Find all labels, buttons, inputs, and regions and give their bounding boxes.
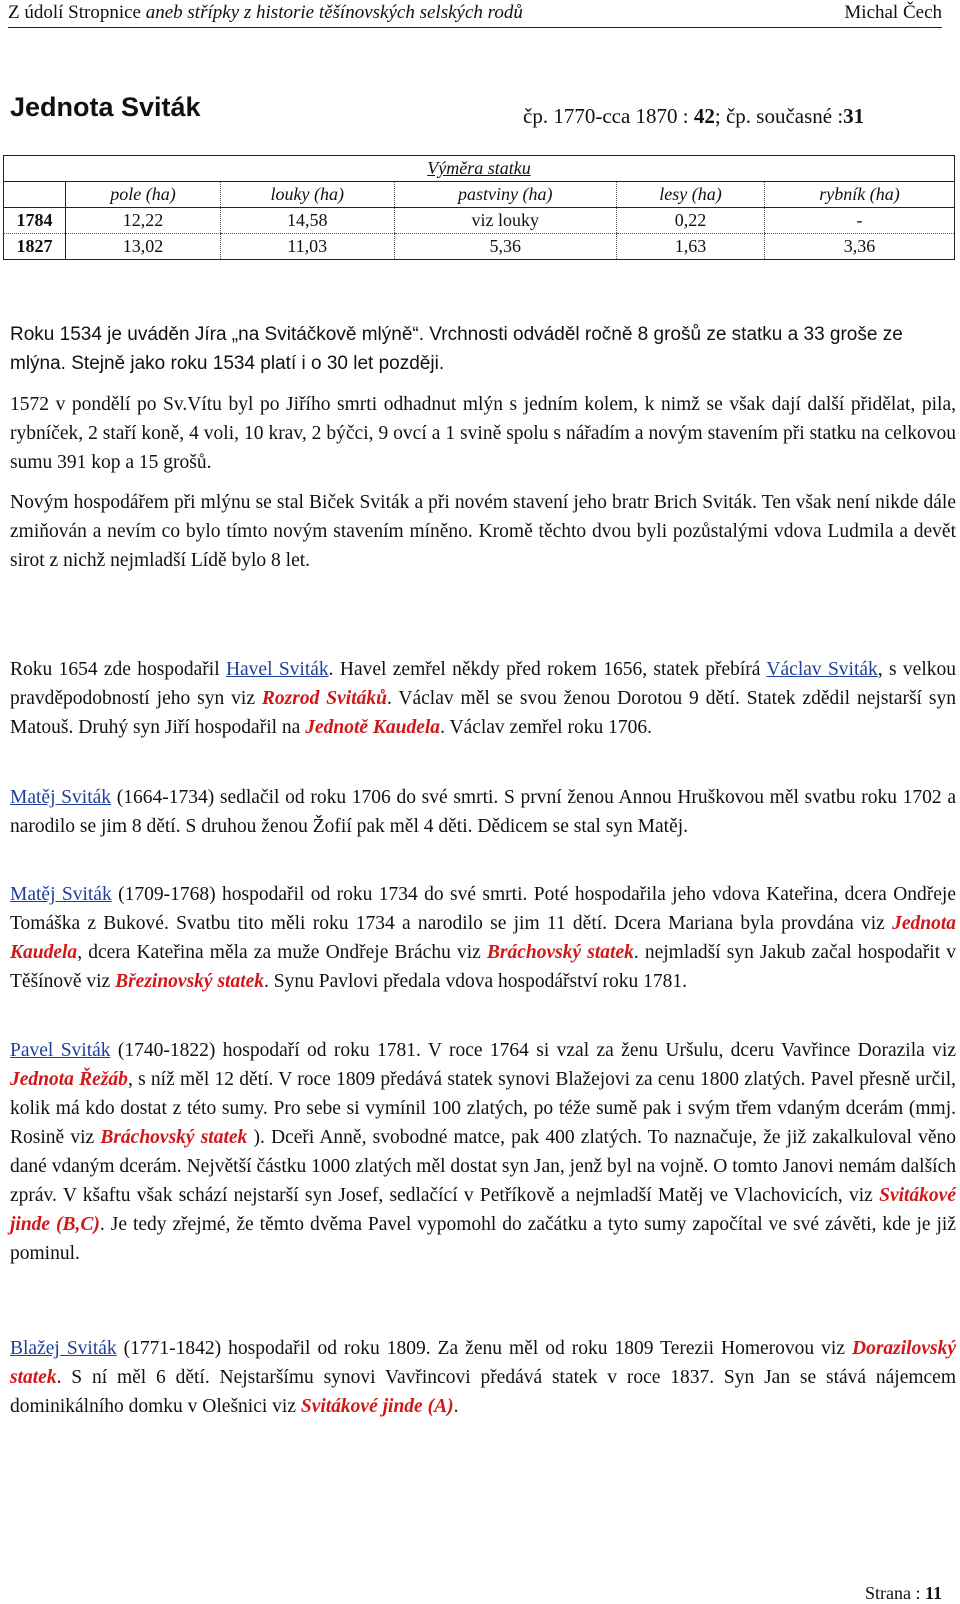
text-run: . Synu Pavlovi předala vdova hospodářství roku 1781. (264, 971, 688, 992)
link-pavel-svitak[interactable]: Pavel Sviták (10, 1040, 111, 1061)
page-number: 11 (924, 1583, 942, 1603)
text-run: ). Dceři Anně, svobodné matce, pak 400 zlatých. To naznačuje, že již zakalkuloval věno dané vdaným dcerám. Největší částku 1000 zlatých měl dostat syn Jan, jenž byl na vojně. O tomto Janovi nemám dalších zpráv. V kšaftu však schází nejstarší syn Josef, sedlačící v Petříkově a nejmladší Matěj ve Vlachovicích, viz (10, 1127, 956, 1206)
table-header-row (4, 182, 955, 208)
paragraph-6 (10, 880, 956, 996)
table-cell: 12,22 (66, 208, 221, 234)
text-run: . Václav měl se svou ženou Dorotou 9 dětí. Statek zdědil nejstarší syn Matouš. Druhý syn Jiří hospodařil na (10, 688, 956, 738)
table-caption-row (4, 156, 955, 182)
header-title (8, 2, 523, 24)
text-run: (1664-1734) sedlačil od roku 1706 do své smrti. S první ženou Annou Hruškovou měl svatbu roku 1702 a narodilo se jim 8 dětí. S druhou ženou Žofií pak měl 4 děti. Dědicem se stal syn Matěj. (10, 787, 956, 837)
table-row (4, 234, 955, 260)
text-run: . (453, 1396, 459, 1417)
cp-old: 42 (693, 104, 715, 128)
paragraph-2 (10, 390, 956, 477)
table-caption: Výměra statku (4, 156, 955, 182)
ref-brachovsky-statek[interactable]: Bráchovský statek (100, 1127, 248, 1148)
text-run: (1709-1768) hospodařil od roku 1734 do své smrti. Poté hospodařila jeho vdova Kateřina, dcera Ondřeje Tomáška z Bukové. Svatbu tito měli roku 1734 a narodilo se jim 11 dětí. Dcera Mariana byla provdána viz (10, 884, 956, 934)
table-cell: 1,63 (617, 234, 765, 260)
area-table (3, 155, 955, 260)
table-header: lesy (ha) (617, 182, 765, 208)
text-run: . Václav zemřel roku 1706. (440, 717, 652, 738)
ref-svitakove-jinde-a[interactable]: Svitákové jinde (A) (300, 1396, 454, 1417)
paragraph-5 (10, 783, 956, 841)
text-run: Roku 1654 zde hospodařil (10, 659, 226, 680)
table-cell: 3,36 (765, 234, 955, 260)
text-run: . S ní měl 6 dětí. Nejstaršímu synovi Vavřincovi předává statek v roce 1837. Syn Jan se stává nájemcem dominikálního domku v Olešnici viz (10, 1367, 956, 1417)
link-matej-svitak[interactable]: Matěj Sviták (10, 787, 112, 808)
footer-label: Strana : (864, 1583, 925, 1603)
table-header: rybník (ha) (765, 182, 955, 208)
table-cell: 0,22 (617, 208, 765, 234)
ref-jednota-rezab[interactable]: Jednota Řežáb (10, 1069, 128, 1090)
paragraph-text: 1572 v pondělí po Sv.Vítu byl po Jiřího smrti odhadnut mlýn s jedním kolem, k nimž se však dají další přidělat, pila, rybníček, 2 staří koně, 4 voli, 10 krav, 2 býčci, 9 ovcí a 1 svině spolu s nářadím a novým stavením při statku na celkovou sumu 391 kop a 15 grošů. (10, 394, 956, 473)
table-header: louky (ha) (220, 182, 394, 208)
ref-rozrod-svitaku[interactable]: Rozrod Svitáků (261, 688, 387, 709)
header-title-italic: aneb střípky z historie těšínovských selských rodů (145, 2, 523, 23)
text-run: (1740-1822) hospodaří od roku 1781. V roce 1764 si vzal za ženu Uršulu, dceru Vavřince Dorazila viz (110, 1040, 956, 1061)
table-cell: 13,02 (122, 236, 164, 256)
link-vaclav-svitak[interactable]: Václav Sviták (766, 659, 878, 680)
page-footer (865, 1583, 942, 1604)
table-cell: - (765, 208, 955, 234)
ref-dorazilovsky-statek[interactable]: Dorazilovský statek (10, 1338, 956, 1388)
table-cell: 11,03 (220, 234, 394, 260)
text-run: . nejmladší syn Jakub začal hospodařit v Těšínově viz (10, 942, 956, 992)
text-run: , s velkou pravděpodobností jeho syn viz (10, 659, 956, 709)
paragraph-7 (10, 1036, 956, 1268)
cp-prefix: čp. 1770-cca 1870 : (523, 104, 694, 128)
table-cell: 5,36 (394, 234, 617, 260)
ref-brachovsky-statek[interactable]: Bráchovský statek (486, 942, 634, 963)
paragraph-1 (10, 320, 956, 378)
table-row-year: 1784 (4, 208, 66, 234)
house-number (523, 104, 864, 129)
paragraph-text: Roku 1534 je uváděn Jíra „na Svitáčkově mlýně“. Vrchnosti odváděl ročně 8 grošů ze statku a 33 groše ze mlýna. Stejně jako roku 1534 platí i o 30 let později. (10, 324, 903, 374)
paragraph-text: Novým hospodářem při mlýnu se stal Biček Sviták a při novém stavení jeho bratr Brich Sviták. Ten však není nikde dále zmiňován a nevím co bylo tímto novým stavením míněno. Kromě těchto dvou byli pozůstalými vdova Ludmila a devět sirot z nichž nejmladší Lídě bylo 8 let. (10, 492, 956, 571)
text-run: . Je tedy zřejmé, že těmto dvěma Pavel vypomohl do začátku a tyto sumy započítal ve své závěti, kde je již pominul. (10, 1214, 956, 1264)
table-row-year: 1827 (4, 234, 66, 260)
table-header-empty (4, 182, 66, 208)
table-cell: 14,58 (220, 208, 394, 234)
link-havel-svitak[interactable]: Havel Sviták (225, 659, 329, 680)
ref-brezinovsky-statek[interactable]: Březinovský statek (115, 971, 265, 992)
paragraph-3 (10, 488, 956, 575)
table-header: pole (ha) (66, 182, 221, 208)
paragraph-8 (10, 1334, 956, 1421)
text-run: , dcera Kateřina měla za muže Ondřeje Bráchu viz (77, 942, 487, 963)
cp-current: 31 (843, 104, 865, 128)
table-cell: viz louky (394, 208, 617, 234)
ref-jednota-kaudela[interactable]: Jednota Kaudela (10, 913, 956, 963)
link-matej-svitak-2[interactable]: Matěj Sviták (10, 884, 112, 905)
text-run: (1771-1842) hospodařil od roku 1809. Za ženu měl od roku 1809 Terezii Homerovou viz (116, 1338, 852, 1359)
running-header (8, 0, 942, 28)
header-author: Michal Čech (844, 2, 942, 23)
text-run: . Havel zemřel někdy před rokem 1656, statek přebírá (328, 659, 767, 680)
page-title: Jednota Sviták (10, 92, 201, 122)
header-title-plain: Z údolí Stropnice (8, 2, 146, 23)
link-blazej-svitak[interactable]: Blažej Sviták (10, 1338, 117, 1359)
ref-jednota-kaudela[interactable]: Jednotě Kaudela (305, 717, 441, 738)
text-run: , s níž měl 12 dětí. V roce 1809 předává statek synovi Blažejovi za cenu 1800 zlatých. Pavel přesně určil, kolik má kdo dostat z této sumy. Pro sebe si vymínil 100 zlatých, po téže sumě pak i svým třem vdaným dcerám (mmj. Rosině viz (10, 1069, 956, 1148)
paragraph-4 (10, 655, 956, 742)
table-header: pastviny (ha) (394, 182, 617, 208)
table-row (4, 208, 955, 234)
cp-mid: ; čp. současné : (714, 104, 844, 128)
ref-svitakove-jinde-bc[interactable]: Svitákové jinde (B,C) (10, 1185, 956, 1235)
